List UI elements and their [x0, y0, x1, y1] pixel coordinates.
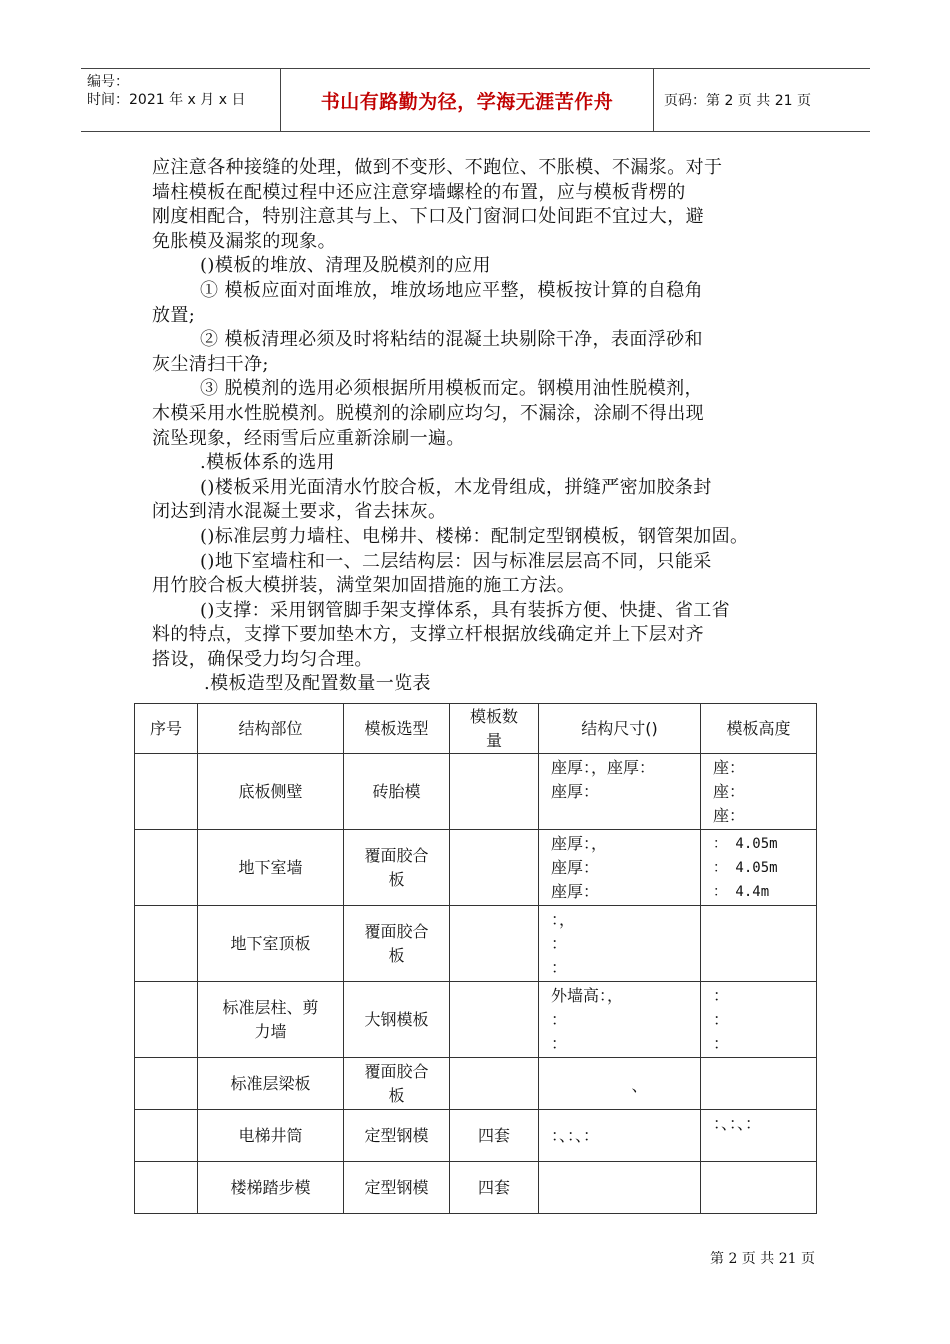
cell-qty: 四套 — [450, 1110, 539, 1162]
cell-size: 外墙高：， ： ： — [539, 982, 701, 1058]
cell-type: 砖胎模 — [344, 754, 450, 830]
cell-no — [135, 982, 198, 1058]
cell-height — [701, 1162, 817, 1214]
cell-height: 座： 座： 座： — [701, 754, 817, 830]
table-caption: .模板造型及配置数量一览表 — [204, 673, 431, 695]
paragraph-line: 灰尘清扫干净; — [152, 353, 269, 375]
cell-part: 地下室墙 — [198, 830, 344, 906]
section-heading: ()模板的堆放、清理及脱模剂的应用 — [200, 255, 491, 277]
cell-size: ：， ： ： — [539, 906, 701, 982]
cell-type: 定型钢模 — [344, 1110, 450, 1162]
paragraph-line: 闭达到清水混凝土要求，省去抹灰。 — [152, 501, 447, 523]
cell-type: 覆面胶合 板 — [344, 1058, 450, 1110]
table-row — [135, 830, 817, 906]
cell-height — [701, 1058, 817, 1110]
cell-qty — [450, 906, 539, 982]
time-label: 时间：2021 年 x 月 x 日 — [87, 92, 246, 108]
header-motto: 书山有路勤为径，学海无涯苦作舟 — [281, 69, 654, 131]
paragraph-line: ③ 脱模剂的选用必须根据所用模板而定。钢模用油性脱模剂， — [200, 378, 703, 400]
formwork-table — [134, 703, 817, 1214]
paragraph-line: 用竹胶合板大模拼装，满堂架加固措施的施工方法。 — [152, 575, 576, 597]
cell-height: ：、：、： — [701, 1110, 817, 1162]
paragraph-line: 应注意各种接缝的处理，做到不变形、不跑位、不胀模、不漏浆。对于 — [152, 157, 723, 178]
paragraph-line: ()标准层剪力墙柱、电梯井、楼梯：配制定型钢模板，钢管架加固。 — [200, 525, 749, 547]
cell-part: 电梯井筒 — [198, 1110, 344, 1162]
cell-no — [135, 906, 198, 982]
cell-no — [135, 1162, 198, 1214]
paragraph-line: 流坠现象，经雨雪后应重新涂刷一遍。 — [152, 427, 465, 449]
cell-size: 座厚：， 座厚： 座厚： — [539, 830, 701, 906]
page-footer: 第 2 页 共 21 页 — [710, 1251, 815, 1267]
cell-size: 座厚：，座厚： 座厚： — [539, 754, 701, 830]
cell-qty — [450, 830, 539, 906]
header-cell-part: 结构部位 — [198, 704, 344, 754]
cell-no — [135, 1110, 198, 1162]
header-meta — [81, 69, 281, 131]
cell-qty — [450, 982, 539, 1058]
paragraph-line: 搭设，确保受力均匀合理。 — [152, 648, 373, 670]
cell-part: 标准层柱、剪 力墙 — [198, 982, 344, 1058]
paragraph-line: 料的特点，支撑下要加垫木方，支撑立杆根据放线确定并上下层对齐 — [152, 624, 704, 646]
table-row — [135, 982, 817, 1058]
cell-no — [135, 830, 198, 906]
cell-type: 大钢模板 — [344, 982, 450, 1058]
cell-part: 底板侧壁 — [198, 754, 344, 830]
table-row — [135, 1110, 817, 1162]
body-text — [152, 156, 812, 697]
cell-no — [135, 754, 198, 830]
cell-qty — [450, 1058, 539, 1110]
paragraph-line: ()地下室墙柱和一、二层结构层：因与标准层层高不同，只能采 — [200, 550, 712, 572]
cell-part: 楼梯踏步模 — [198, 1162, 344, 1214]
header-page-label: 页码：第 2 页 共 21 页 — [664, 93, 811, 109]
cell-no — [135, 1058, 198, 1110]
header-cell-no: 序号 — [135, 704, 198, 754]
section-heading: .模板体系的选用 — [200, 452, 335, 474]
cell-part: 地下室顶板 — [198, 906, 344, 982]
table-row — [135, 906, 817, 982]
paragraph-line: ② 模板清理必须及时将粘结的混凝土块剔除干净，表面浮砂和 — [200, 329, 703, 351]
paragraph-line: ()楼板采用光面清水竹胶合板，木龙骨组成，拼缝严密加胶条封 — [200, 476, 712, 498]
cell-size: ：、：、： — [539, 1110, 701, 1162]
header-cell-height: 模板高度 — [701, 704, 817, 754]
cell-type: 覆面胶合 板 — [344, 830, 450, 906]
paragraph-line: 木模采用水性脱模剂。脱模剂的涂刷应均匀，不漏涂，涂刷不得出现 — [152, 402, 704, 424]
cell-height: ： 4.05m ： 4.05m ： 4.4m — [701, 830, 817, 906]
paragraph-line: 免胀模及漏浆的现象。 — [152, 230, 336, 252]
page-header — [81, 68, 870, 132]
header-cell-size: 结构尺寸() — [539, 704, 701, 754]
paragraph-line: 墙柱模板在配模过程中还应注意穿墙螺栓的布置，应与模板背楞的 — [152, 181, 686, 203]
paragraph-line: ()支撑：采用钢管脚手架支撑体系，具有装拆方便、快捷、省工省 — [200, 599, 731, 621]
table-row — [135, 754, 817, 830]
table-row — [135, 1162, 817, 1214]
cell-height — [701, 906, 817, 982]
table-header-row — [135, 704, 817, 754]
cell-qty: 四套 — [450, 1162, 539, 1214]
cell-size: 、 — [539, 1058, 701, 1110]
cell-height: ： ： ： — [701, 982, 817, 1058]
serial-label: 编号： — [87, 74, 129, 90]
header-cell-type: 模板选型 — [344, 704, 450, 754]
cell-type: 定型钢模 — [344, 1162, 450, 1214]
paragraph-line: 刚度相配合，特别注意其与上、下口及门窗洞口处间距不宜过大，避 — [152, 206, 704, 228]
table-row — [135, 1058, 817, 1110]
paragraph-line: ① 模板应面对面堆放，堆放场地应平整，模板按计算的自稳角 — [200, 279, 703, 301]
cell-type: 覆面胶合 板 — [344, 906, 450, 982]
cell-qty — [450, 754, 539, 830]
cell-part: 标准层梁板 — [198, 1058, 344, 1110]
paragraph-line: 放置; — [152, 304, 196, 326]
header-cell-qty: 模板数 量 — [450, 704, 539, 754]
cell-size — [539, 1162, 701, 1214]
